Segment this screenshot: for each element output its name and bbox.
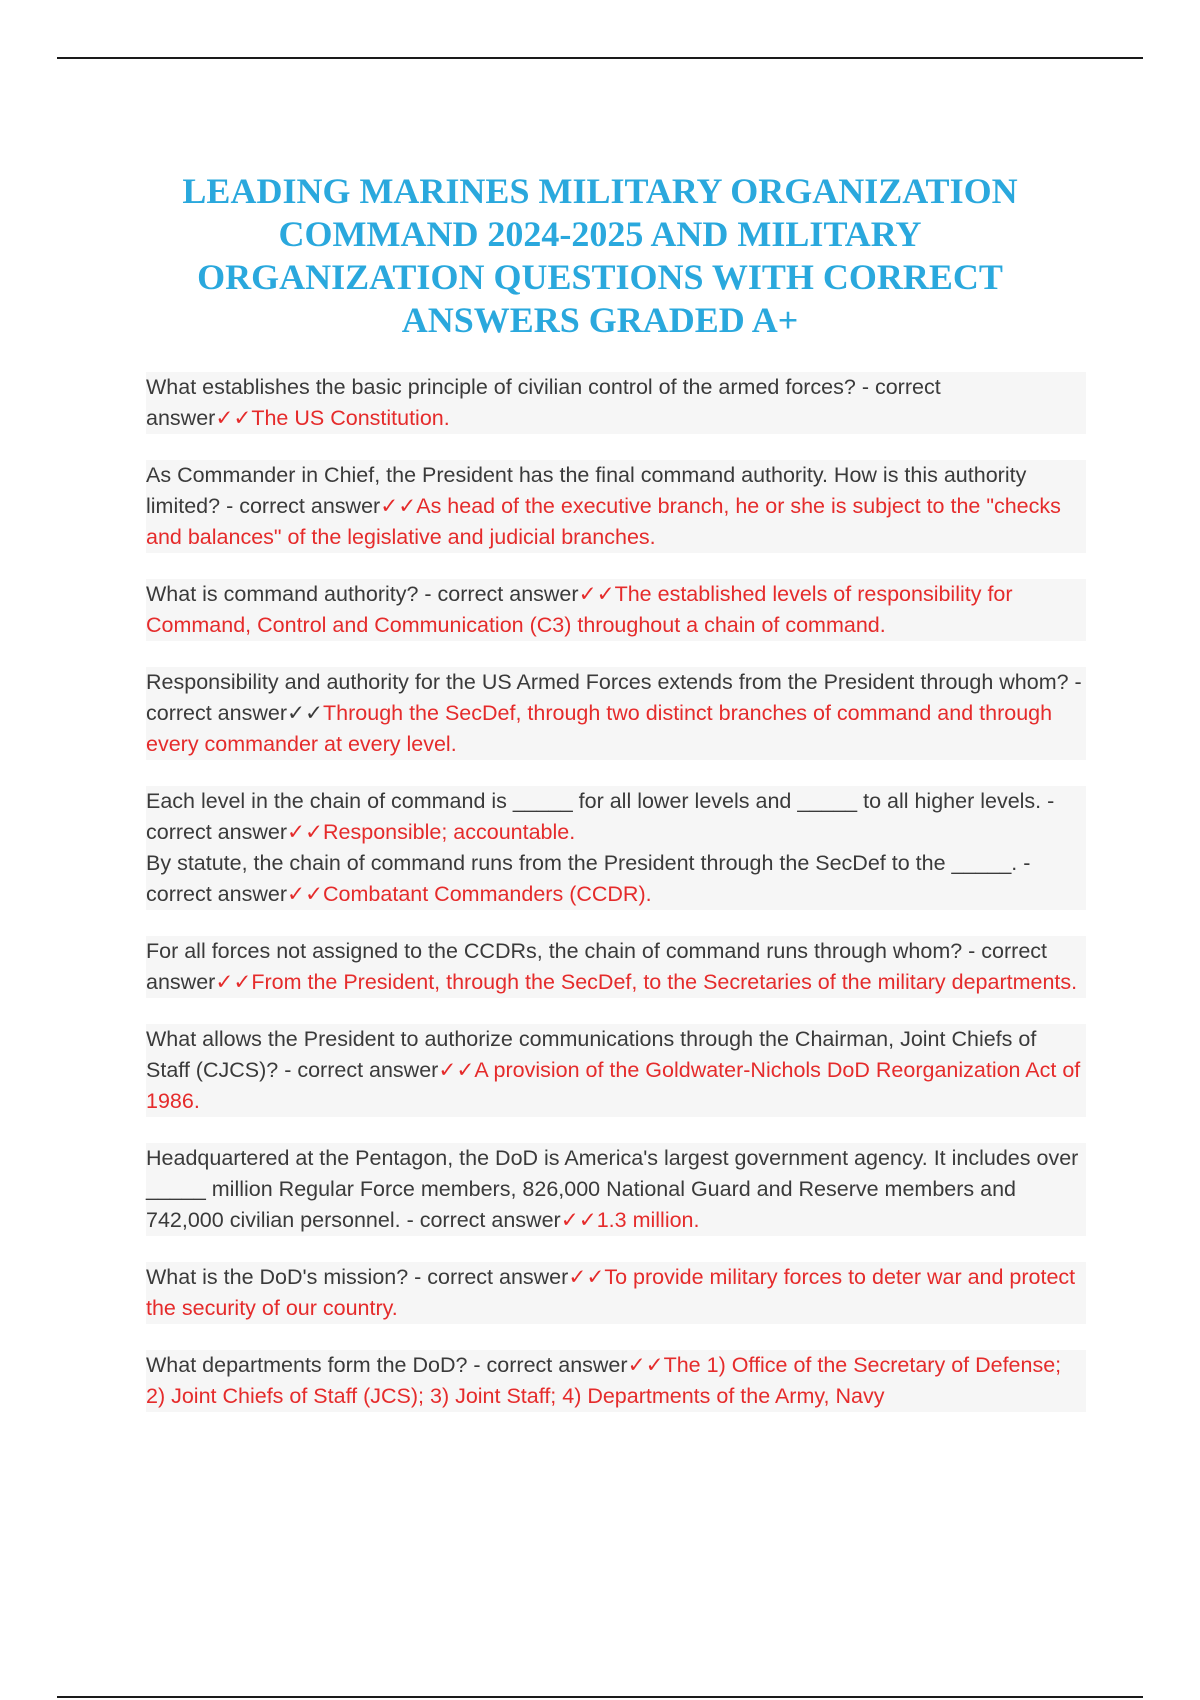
question-text: What is the DoD's mission?	[146, 1265, 409, 1289]
answer-label: - correct answer	[467, 1353, 628, 1377]
answer-text: 1.3 million.	[596, 1208, 700, 1232]
qa-item	[146, 1024, 1086, 1117]
answer-text: The 1) Office of the Secretary of Defense; 2) Joint Chiefs of Staff (JCS); 3) Joint Staff; 4) Departments of the Army, Navy	[146, 1353, 1062, 1408]
question-text: Responsibility and authority for the US Armed Forces extends from the President through whom?	[146, 670, 1069, 694]
answer-label: - correct answer	[278, 1058, 439, 1082]
qa-item	[146, 460, 1086, 553]
qa-item	[146, 936, 1086, 998]
answer-label: - correct answer	[406, 1208, 561, 1232]
answer-label: - correct answer	[146, 670, 1082, 725]
question-text: As Commander in Chief, the President has the final command authority. How is this authority limited?	[146, 463, 1027, 518]
double-check-icon: ✓✓	[560, 1208, 597, 1232]
double-check-icon: ✓✓	[215, 406, 252, 430]
double-check-icon: ✓✓	[438, 1058, 475, 1082]
qa-item	[146, 1262, 1086, 1324]
answer-text: As head of the executive branch, he or she is subject to the "checks and balances" of the legislative and judicial branches.	[146, 494, 1061, 549]
answer-text: Combatant Commanders (CCDR).	[323, 882, 652, 906]
qa-item	[146, 667, 1086, 760]
question-text: What establishes the basic principle of civilian control of the armed forces?	[146, 375, 856, 399]
answer-text: Through the SecDef, through two distinct branches of command and through every commander at every level.	[146, 701, 1053, 756]
question-text: By statute, the chain of command runs from the President through the SecDef to the _____.	[146, 851, 1018, 875]
double-check-icon: ✓✓	[287, 882, 324, 906]
question-text: What is command authority?	[146, 582, 419, 606]
top-rule	[57, 57, 1143, 59]
qa-item	[146, 1143, 1086, 1236]
answer-text: The established levels of responsibility for Command, Control and Communication (C3) throughout a chain of command.	[146, 582, 1013, 637]
qa-list	[146, 372, 1086, 1438]
double-check-icon: ✓✓	[287, 701, 324, 725]
answer-label: - correct answer	[146, 939, 1048, 994]
answer-text: From the President, through the SecDef, to the Secretaries of the military departments.	[251, 970, 1078, 994]
qa-item	[146, 786, 1086, 848]
double-check-icon: ✓✓	[578, 582, 615, 606]
answer-text: A provision of the Goldwater-Nichols DoD Reorganization Act of 1986.	[146, 1058, 1081, 1113]
question-text: Headquartered at the Pentagon, the DoD is America's largest government agency. It includes over _____ million Regular Force members, 826,000 National Guard and Reserve members and 742,000 civilian personnel.	[146, 1146, 1079, 1232]
question-text: What allows the President to authorize communications through the Chairman, Joint Chiefs of Staff (CJCS)?	[146, 1027, 1037, 1082]
answer-label: - correct answer	[408, 1265, 569, 1289]
qa-item	[146, 579, 1086, 641]
document-title: LEADING MARINES MILITARY ORGANIZATION COMMAND 2024-2025 AND MILITARY ORGANIZATION QUESTIONS WITH CORRECT ANSWERS GRADED A+	[182, 171, 1018, 340]
double-check-icon: ✓✓	[627, 1353, 664, 1377]
answer-label: - correct answer	[146, 851, 1031, 906]
double-check-icon: ✓✓	[215, 970, 252, 994]
answer-label: - correct answer	[146, 789, 1055, 844]
double-check-icon: ✓✓	[380, 494, 417, 518]
double-check-icon: ✓✓	[568, 1265, 605, 1289]
qa-item	[146, 1350, 1086, 1412]
answer-text: The US Constitution.	[251, 406, 450, 430]
answer-label: - correct answer	[146, 375, 941, 430]
answer-text: To provide military forces to deter war and protect the security of our country.	[146, 1265, 1076, 1320]
question-text: For all forces not assigned to the CCDRs, the chain of command runs through whom?	[146, 939, 963, 963]
question-text: What departments form the DoD?	[146, 1353, 468, 1377]
answer-text: Responsible; accountable.	[323, 820, 576, 844]
qa-item	[146, 848, 1086, 910]
answer-label: - correct answer	[220, 494, 381, 518]
double-check-icon: ✓✓	[287, 820, 324, 844]
question-text: Each level in the chain of command is _____ for all lower levels and _____ to all higher levels.	[146, 789, 1042, 813]
qa-item	[146, 372, 1086, 434]
bottom-rule	[57, 1696, 1143, 1698]
answer-label: - correct answer	[418, 582, 579, 606]
